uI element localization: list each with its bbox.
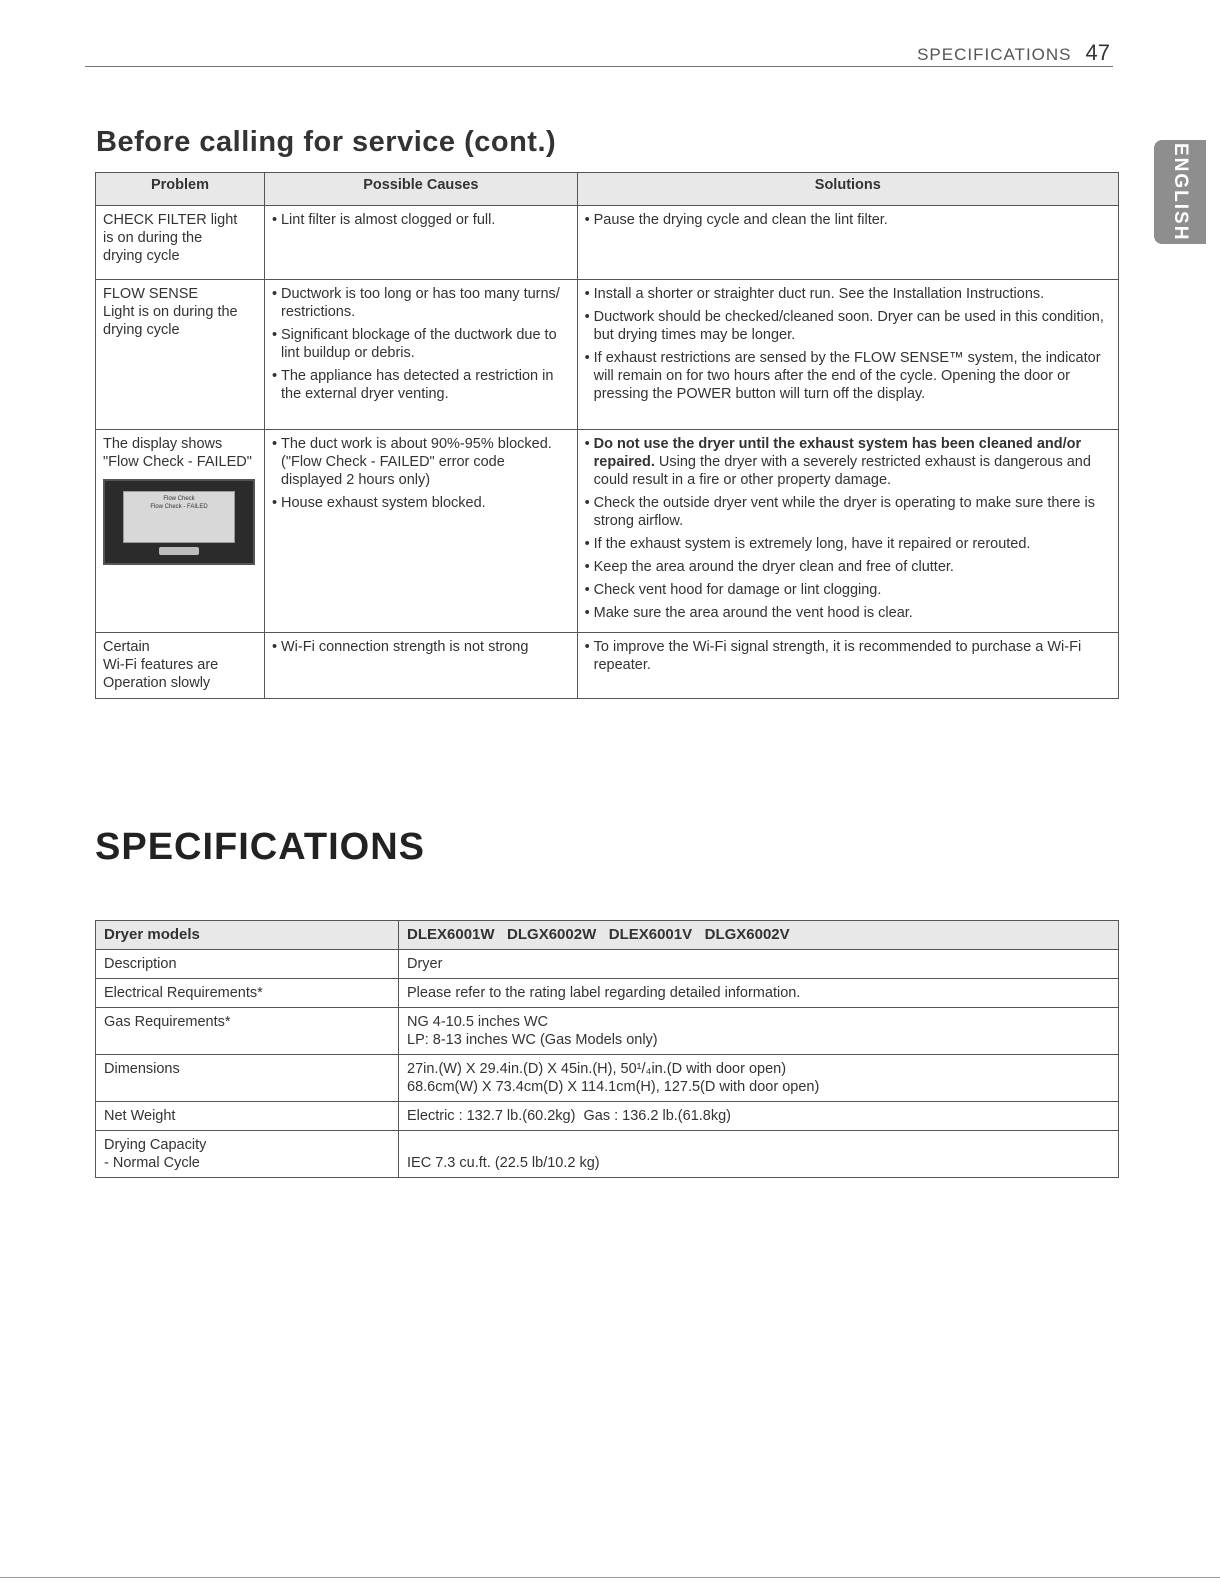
header-section: SPECIFICATIONS — [917, 45, 1072, 64]
problem-cell — [96, 430, 265, 633]
solution-item: • Pause the drying cycle and clean the lint filter. — [585, 211, 1111, 229]
solution-item — [585, 435, 1111, 489]
column-header-causes: Possible Causes — [264, 173, 577, 206]
problem-line: The display shows — [103, 436, 223, 452]
display-screenshot — [103, 479, 255, 565]
solution-item: • Install a shorter or straighter duct run. See the Installation Instructions. — [585, 285, 1111, 303]
bottom-rule — [0, 1577, 1220, 1578]
solution-item: • Ductwork should be checked/cleaned soon. Dryer can be used in this condition, but drying times may be longer. — [585, 308, 1111, 344]
spec-value — [399, 1008, 1119, 1055]
dialog-subtitle: Flow Check - FAILED — [150, 504, 208, 510]
spec-value-line: IEC 7.3 cu.ft. (22.5 lb/10.2 kg) — [407, 1155, 600, 1171]
running-header — [917, 40, 1110, 66]
table-row — [96, 1131, 1119, 1178]
causes-cell — [264, 633, 577, 699]
spec-label: Electrical Requirements* — [96, 979, 399, 1008]
problem-line: "Flow Check - FAILED" — [103, 454, 252, 470]
table-row — [96, 206, 1119, 280]
spec-value-line — [407, 1136, 1110, 1154]
problem-cell — [96, 633, 265, 699]
spec-value — [399, 1055, 1119, 1102]
header-rule — [85, 66, 1113, 67]
solutions-cell — [577, 633, 1118, 699]
spec-value-line: 68.6cm(W) X 73.4cm(D) X 114.1cm(H), 127.5(D with door open) — [407, 1079, 820, 1095]
solution-item: • Check vent hood for damage or lint clogging. — [585, 581, 1111, 599]
table-row — [96, 280, 1119, 430]
problem-line: Wi-Fi features are — [103, 657, 219, 673]
spec-value: Electric : 132.7 lb.(60.2kg) Gas : 136.2 lb.(61.8kg) — [399, 1102, 1119, 1131]
specifications-table — [95, 920, 1119, 1178]
dialog-title: Flow Check — [163, 496, 195, 502]
problem-line: drying cycle — [103, 322, 180, 338]
column-header-solutions: Solutions — [577, 173, 1118, 206]
solutions-cell — [577, 206, 1118, 280]
problem-line: drying cycle — [103, 248, 180, 264]
specifications-title: SPECIFICATIONS — [95, 826, 425, 868]
cause-item: • The appliance has detected a restriction in the external dryer venting. — [272, 367, 570, 403]
spec-label — [96, 1131, 399, 1178]
display-dialog — [123, 491, 235, 543]
problem-cell — [96, 280, 265, 430]
problem-cell — [96, 206, 265, 280]
spec-label: Description — [96, 950, 399, 979]
solution-item: • Make sure the area around the vent hood is clear. — [585, 604, 1111, 622]
problem-line: CHECK FILTER light — [103, 212, 238, 228]
cause-item: • Ductwork is too long or has too many turns/ restrictions. — [272, 285, 570, 321]
problem-line: FLOW SENSE — [103, 286, 199, 302]
table-row — [96, 950, 1119, 979]
specs-header-row — [96, 921, 1119, 950]
solution-item: • To improve the Wi-Fi signal strength, it is recommended to purchase a Wi-Fi repeater. — [585, 638, 1111, 674]
warning-detail: Using the dryer with a severely restricted exhaust is dangerous and could result in a fire or other property damage. — [593, 454, 1091, 488]
solutions-cell — [577, 430, 1118, 633]
troubleshoot-title: Before calling for service (cont.) — [96, 126, 557, 158]
specs-header-label: Dryer models — [96, 921, 399, 950]
problem-line: is on during the — [103, 230, 203, 246]
spec-label-line: Drying Capacity — [104, 1137, 207, 1153]
troubleshoot-table — [95, 172, 1119, 699]
table-row — [96, 979, 1119, 1008]
dialog-ok-button — [159, 547, 199, 555]
causes-cell — [264, 206, 577, 280]
spec-label: Dimensions — [96, 1055, 399, 1102]
warning-text: Do not use the dryer until the exhaust system has been cleaned and/or repaired. — [593, 436, 1082, 470]
causes-cell — [264, 430, 577, 633]
spec-value: Please refer to the rating label regarding detailed information. — [399, 979, 1119, 1008]
spec-label-line: - Normal Cycle — [104, 1155, 200, 1171]
solution-item: • If the exhaust system is extremely long, have it repaired or rerouted. — [585, 535, 1111, 553]
cause-item: • The duct work is about 90%-95% blocked. ("Flow Check - FAILED" error code displayed 2 hours only) — [272, 435, 570, 489]
spec-value — [399, 1131, 1119, 1178]
spec-value-line: NG 4-10.5 inches WC — [407, 1014, 549, 1030]
table-row — [96, 1055, 1119, 1102]
spec-value-line: LP: 8-13 inches WC (Gas Models only) — [407, 1032, 658, 1048]
page-number: 47 — [1085, 40, 1110, 65]
spec-value-line: 27in.(W) X 29.4in.(D) X 45in.(H), 50¹/₄in.(D with door open) — [407, 1061, 787, 1077]
spec-value: Dryer — [399, 950, 1119, 979]
table-header-row — [96, 173, 1119, 206]
table-row — [96, 1008, 1119, 1055]
cause-item: • Lint filter is almost clogged or full. — [272, 211, 570, 229]
cause-item: • Significant blockage of the ductwork due to lint buildup or debris. — [272, 326, 570, 362]
column-header-problem: Problem — [96, 173, 265, 206]
solution-item: • Check the outside dryer vent while the dryer is operating to make sure there is strong airflow. — [585, 494, 1111, 530]
problem-line: Light is on during the — [103, 304, 238, 320]
solution-item: • Keep the area around the dryer clean and free of clutter. — [585, 558, 1111, 576]
language-tab — [1154, 140, 1206, 244]
spec-label: Gas Requirements* — [96, 1008, 399, 1055]
table-row — [96, 633, 1119, 699]
problem-line: Operation slowly — [103, 675, 211, 691]
solution-item: • If exhaust restrictions are sensed by the FLOW SENSE™ system, the indicator will remain on for two hours after the end of the cycle. Opening the door or pressing the POWER button will turn off the display. — [585, 349, 1111, 403]
cause-item: • Wi-Fi connection strength is not strong — [272, 638, 570, 656]
problem-line: Certain — [103, 639, 150, 655]
cause-item: • House exhaust system blocked. — [272, 494, 570, 512]
table-row — [96, 1102, 1119, 1131]
table-row — [96, 430, 1119, 633]
spec-label: Net Weight — [96, 1102, 399, 1131]
language-tab-label: ENGLISH — [1170, 142, 1191, 242]
causes-cell — [264, 280, 577, 430]
solutions-cell — [577, 280, 1118, 430]
specs-models: DLEX6001W DLGX6002W DLEX6001V DLGX6002V — [399, 921, 1119, 950]
